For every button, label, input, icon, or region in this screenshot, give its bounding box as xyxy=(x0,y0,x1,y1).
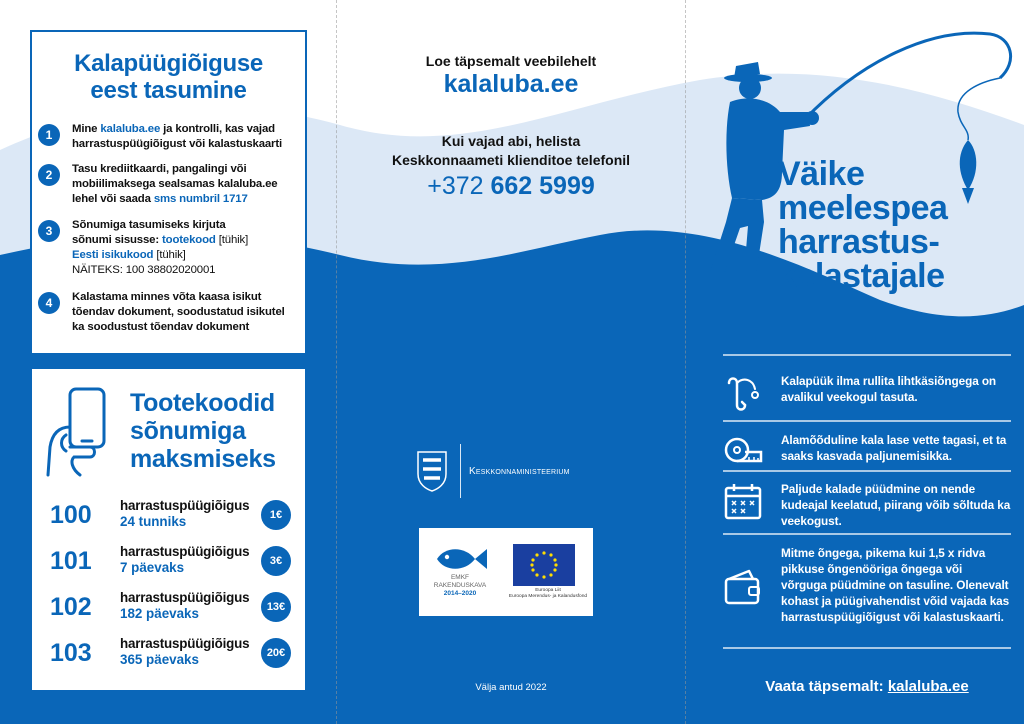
divider xyxy=(723,420,1011,422)
product-codes-card xyxy=(30,367,307,692)
divider xyxy=(723,470,1011,472)
fold-line-right xyxy=(685,0,686,724)
wallet-icon xyxy=(723,567,763,607)
see-more: Vaata täpsemalt: kalaluba.ee xyxy=(765,678,969,695)
step-number: 2 xyxy=(38,164,60,186)
code-row: 103 harrastuspüügiõigus 365 päevaks 20€ xyxy=(50,635,291,669)
step-number: 3 xyxy=(38,220,60,242)
payment-title: Kalapüügiõiguse eest tasumine xyxy=(74,50,263,104)
price-badge: 1€ xyxy=(261,500,291,530)
price-badge: 3€ xyxy=(261,546,291,576)
funding-logos xyxy=(419,528,593,616)
kalaluba-link[interactable]: kalaluba.ee xyxy=(100,123,161,135)
ministry-logo xyxy=(416,444,616,494)
ministry-name: Keskkonnaministeerium xyxy=(469,466,570,477)
measuring-tape-icon xyxy=(723,432,763,472)
eu-label: Euroopa Liit Euroopa Merendus- ja Kalandusfond xyxy=(508,588,588,599)
phone-number[interactable]: +372 662 5999 xyxy=(427,172,595,200)
eu-flag-icon xyxy=(513,544,575,586)
code-row: 100 harrastuspüügiõigus 24 tunniks 1€ xyxy=(50,497,291,531)
price-badge: 20€ xyxy=(261,638,291,668)
info-item-tape: Alamõõduline kala lase vette tagasi, et ta saaks kasvada paljunemisikka. xyxy=(723,432,1013,490)
headline: Väike meelespea harrastus- kalastajale xyxy=(778,155,948,295)
step-number: 1 xyxy=(38,124,60,146)
divider xyxy=(723,647,1011,649)
emkf-label: EMKF RAKENDUSKAVA 2014–2020 xyxy=(433,574,487,597)
step-4: 4 Kalastama minnes võta kaasa isikut tõendav dokument, soodustatud isikutel ka soodustust tõendav dokument xyxy=(38,290,297,335)
step-number: 4 xyxy=(38,292,60,314)
code-row: 101 harrastuspüügiõigus 7 päevaks 3€ xyxy=(50,543,291,577)
code-row: 102 harrastuspüügiõigus 182 päevaks 13€ xyxy=(50,589,291,623)
divider xyxy=(723,354,1011,356)
issued-year: Välja antud 2022 xyxy=(475,682,547,693)
help-text: Kui vajad abi, helista Keskkonnaameti klienditoe telefonil xyxy=(391,133,631,168)
kalaluba-footer-link[interactable]: kalaluba.ee xyxy=(887,678,969,695)
info-item-hook: Kalapüük ilma rullita lihtkäsiõngega on avalikul veekogul tasuta. xyxy=(723,373,1013,431)
sms-number: sms numbril 1717 xyxy=(153,193,248,205)
info-item-wallet: Mitme õngega, pikema kui 1,5 x ridva pikkuse õngenööriga õngega või võrguga püüdmine on tasuline. Olenevalt kohast ja püügivahendist võid vajada kas harrastuspüügiõigust või kalastuskaarti. xyxy=(723,545,1013,603)
fishing-hook-icon xyxy=(723,373,763,413)
fold-line-left xyxy=(336,0,337,724)
phone-in-hand-icon xyxy=(44,387,124,477)
fish-logo-icon xyxy=(429,544,489,574)
coat-of-arms-icon xyxy=(416,450,448,492)
product-codes-title: Tootekoodid sõnumiga maksmiseks xyxy=(130,389,276,473)
sms-example: NÄITEKS: 100 38802020001 xyxy=(72,264,216,276)
read-more-text: Loe täpsemalt veebilehelt xyxy=(425,53,597,69)
calendar-icon xyxy=(723,481,763,521)
step-2: 2 Tasu krediitkaardi, pangalingi või mobiilimaksega sealsamas kalaluba.ee lehel või saada sms numbril 1717 xyxy=(38,162,297,207)
info-item-calendar: Paljude kalade püüdmine on nende kudeajal keelatud, piirang võib sõltuda ka veekogust. xyxy=(723,481,1013,539)
step-1: 1 Mine kalaluba.ee ja kontrolli, kas vajad harrastuspüügiõigust või kalastuskaarti xyxy=(38,122,297,152)
divider xyxy=(723,533,1011,535)
payment-card xyxy=(30,30,307,355)
price-badge: 13€ xyxy=(261,592,291,622)
step-3: 3 Sõnumiga tasumiseks kirjuta sõnumi sisusse: tootekood [tühik] Eesti isikukood [tühik] NÄITEKS: 100 38802020001 xyxy=(38,218,297,278)
website-link[interactable]: kalaluba.ee xyxy=(443,70,579,98)
